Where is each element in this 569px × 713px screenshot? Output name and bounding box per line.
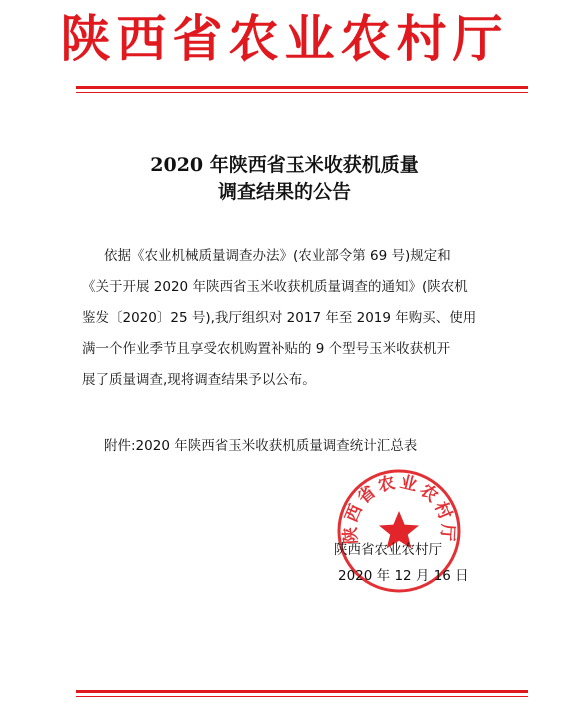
footer-rule-thick: [76, 690, 528, 693]
body-line-3: 鉴发〔2020〕25 号),我厅组织对 2017 年至 2019 年购买、使用: [82, 310, 477, 326]
body-line-5: 展了质量调查,现将调查结果予以公布。: [82, 372, 316, 388]
announcement-title-line-2: 调查结果的公告: [217, 181, 351, 203]
body-line-2: 《关于开展 2020 年陕西省玉米收获机质量调查的通知》(陕农机: [82, 279, 468, 295]
signer-name: 陕西省农业农村厅: [334, 542, 442, 558]
attachment-note: 附件:2020 年陕西省玉米收获机质量调查统计汇总表: [104, 438, 418, 454]
seal-text: 陕西省农业农村厅: [340, 472, 458, 545]
signature-date: 2020 年 12 月 16 日: [338, 568, 469, 584]
document-header-org-name: 陕西省农业农村厅: [60, 9, 509, 68]
header-rule-thin: [76, 92, 528, 93]
body-line-4: 满一个作业季节且享受农机购置补贴的 9 个型号玉米收获机开: [82, 341, 451, 357]
body-line-1: 依据《农业机械质量调查办法》(农业部令第 69 号)规定和: [104, 248, 451, 264]
announcement-title-line-1: 2020 年陕西省玉米收获机质量: [150, 154, 419, 176]
footer-rule-thin: [76, 696, 528, 697]
header-rule-thick: [76, 86, 528, 89]
